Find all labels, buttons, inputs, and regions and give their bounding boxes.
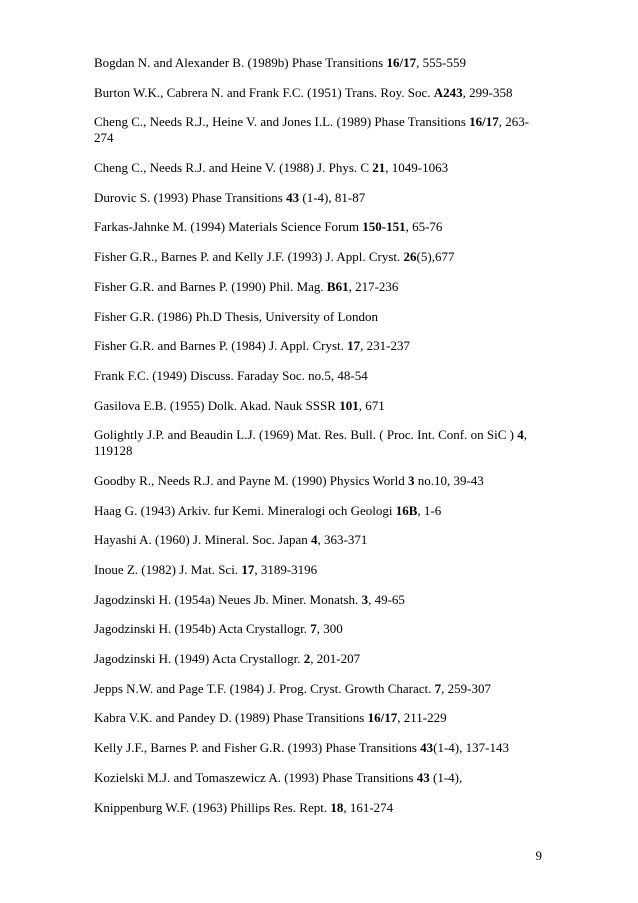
reference-pages: , 263-: [498, 114, 530, 130]
reference-entry: [94, 85, 542, 101]
reference-citation: Knippenburg W.F. (1963) Phillips Res. Rept.: [94, 799, 328, 815]
reference-citation: Bogdan N. and Alexander B. (1989b) Phase Transitions: [94, 55, 384, 70]
reference-volume: 18: [330, 799, 344, 815]
reference-pages: , 363-371: [317, 532, 368, 548]
reference-entry: [94, 160, 542, 176]
reference-pages: , 217-236: [348, 278, 399, 294]
reference-volume: 2: [303, 651, 311, 667]
reference-citation: Durovic S. (1993) Phase Transitions: [94, 189, 283, 205]
reference-entry: [94, 651, 542, 667]
reference-volume: 43: [416, 769, 430, 785]
reference-citation: Jagodzinski H. (1954a) Neues Jb. Miner. Monatsh.: [94, 591, 359, 607]
reference-pages: , 161-274: [343, 799, 394, 815]
reference-volume: 3: [361, 591, 369, 607]
reference-entry: [94, 800, 542, 816]
reference-entry: [94, 219, 542, 235]
reference-pages: no.10, 39-43: [414, 472, 484, 488]
reference-pages: , 1049-1063: [385, 160, 449, 176]
reference-pages-continued: 274: [94, 130, 114, 146]
reference-citation: Kelly J.F., Barnes P. and Fisher G.R. (1993) Phase Transitions: [94, 740, 417, 756]
reference-entry: [94, 681, 542, 697]
reference-pages: , 3189-3196: [254, 562, 318, 577]
reference-volume: B61: [326, 278, 349, 294]
reference-entry: [94, 309, 542, 325]
reference-citation: Gasilova E.B. (1955) Dolk. Akad. Nauk SSSR: [94, 397, 336, 413]
reference-citation: Golightly J.P. and Beaudin L.J. (1969) Mat. Res. Bull. ( Proc. Int. Conf. on SiC ): [94, 427, 514, 443]
reference-volume: 16/17: [469, 114, 499, 130]
reference-volume: A243: [433, 84, 463, 100]
reference-pages: , 1-6: [417, 502, 442, 518]
reference-volume: 43: [286, 189, 300, 205]
reference-pages: (1-4),: [429, 769, 463, 785]
reference-pages: , 231-237: [360, 338, 410, 354]
reference-citation: Fisher G.R. and Barnes P. (1990) Phil. Mag.: [94, 278, 324, 294]
references-list: [94, 55, 542, 829]
reference-citation: Jepps N.W. and Page T.F. (1984) J. Prog. Cryst. Growth Charact.: [94, 680, 432, 696]
reference-entry: [94, 190, 542, 206]
reference-volume: 3: [407, 472, 415, 488]
reference-citation: Cheng C., Needs R.J., Heine V. and Jones I.L. (1989) Phase Transitions: [94, 114, 466, 130]
reference-pages: , 211-229: [397, 710, 447, 726]
reference-citation: Haag G. (1943) Arkiv. fur Kemi. Mineralogi och Geologi: [94, 502, 393, 518]
reference-entry: [94, 740, 542, 756]
reference-entry: [94, 562, 542, 578]
reference-volume: 21: [372, 160, 386, 176]
reference-volume: 4: [517, 427, 524, 443]
reference-citation: Burton W.K., Cabrera N. and Frank F.C. (1951) Trans. Roy. Soc.: [94, 84, 431, 100]
reference-citation: Inoue Z. (1982) J. Mat. Sci.: [94, 562, 239, 577]
reference-entry: [94, 621, 542, 637]
reference-entry: [94, 427, 542, 459]
reference-entry: [94, 503, 542, 519]
reference-entry: [94, 249, 542, 265]
reference-pages: (5),677: [416, 249, 455, 265]
reference-citation: Jagodzinski H. (1954b) Acta Crystallogr.: [94, 621, 308, 637]
reference-volume: 101: [339, 397, 359, 413]
reference-citation: Fisher G.R., Barnes P. and Kelly J.F. (1993) J. Appl. Cryst.: [94, 249, 401, 265]
reference-entry: [94, 710, 542, 726]
reference-pages: , 119128: [94, 427, 527, 459]
reference-citation: Goodby R., Needs R.J. and Payne M. (1990) Physics World: [94, 472, 405, 488]
reference-volume: 43: [420, 740, 434, 756]
reference-citation: Cheng C., Needs R.J. and Heine V. (1988) J. Phys. C: [94, 160, 370, 176]
reference-entry: [94, 770, 542, 786]
reference-pages: , 555-559: [416, 55, 466, 70]
reference-entry: [94, 592, 542, 608]
reference-pages: , 65-76: [405, 219, 443, 235]
reference-citation: Fisher G.R. (1986) Ph.D Thesis, University of London: [94, 308, 378, 324]
reference-entry: [94, 532, 542, 548]
reference-citation: Jagodzinski H. (1949) Acta Crystallogr.: [94, 651, 301, 667]
reference-volume: 16/17: [386, 55, 417, 70]
reference-pages: , 300: [316, 621, 343, 637]
reference-pages: (1-4), 81-87: [299, 189, 366, 205]
reference-citation: Frank F.C. (1949) Discuss. Faraday Soc. no.5, 48-54: [94, 367, 368, 383]
reference-entry: [94, 55, 542, 71]
reference-volume: 17: [241, 562, 255, 577]
reference-citation: Fisher G.R. and Barnes P. (1984) J. Appl. Cryst.: [94, 338, 344, 354]
reference-pages: , 201-207: [310, 651, 361, 667]
reference-pages: , 299-358: [462, 84, 513, 100]
reference-pages: , 259-307: [441, 680, 492, 696]
reference-volume: 7: [434, 680, 442, 696]
reference-entry: [94, 279, 542, 295]
reference-volume: 7: [310, 621, 317, 637]
reference-citation: Kozielski M.J. and Tomaszewicz A. (1993) Phase Transitions: [94, 769, 414, 785]
reference-volume: 17: [347, 338, 361, 354]
reference-entry: [94, 338, 542, 354]
reference-citation: Farkas-Jahnke M. (1994) Materials Science Forum: [94, 219, 359, 235]
reference-citation: Kabra V.K. and Pandey D. (1989) Phase Transitions: [94, 710, 365, 726]
reference-entry: [94, 368, 542, 384]
reference-citation: Hayashi A. (1960) J. Mineral. Soc. Japan: [94, 532, 308, 548]
reference-volume: 16/17: [367, 710, 398, 726]
reference-entry: [94, 473, 542, 489]
reference-entry: [94, 114, 542, 146]
reference-entry: [94, 398, 542, 414]
reference-volume: 4: [311, 532, 318, 548]
reference-pages: (1-4), 137-143: [433, 740, 509, 756]
reference-volume: 26: [403, 249, 417, 265]
reference-volume: 16B: [395, 502, 418, 518]
page-number: 9: [535, 848, 542, 863]
reference-volume: 150-151: [362, 219, 406, 235]
reference-pages: , 671: [358, 397, 385, 413]
reference-pages: , 49-65: [368, 591, 405, 607]
